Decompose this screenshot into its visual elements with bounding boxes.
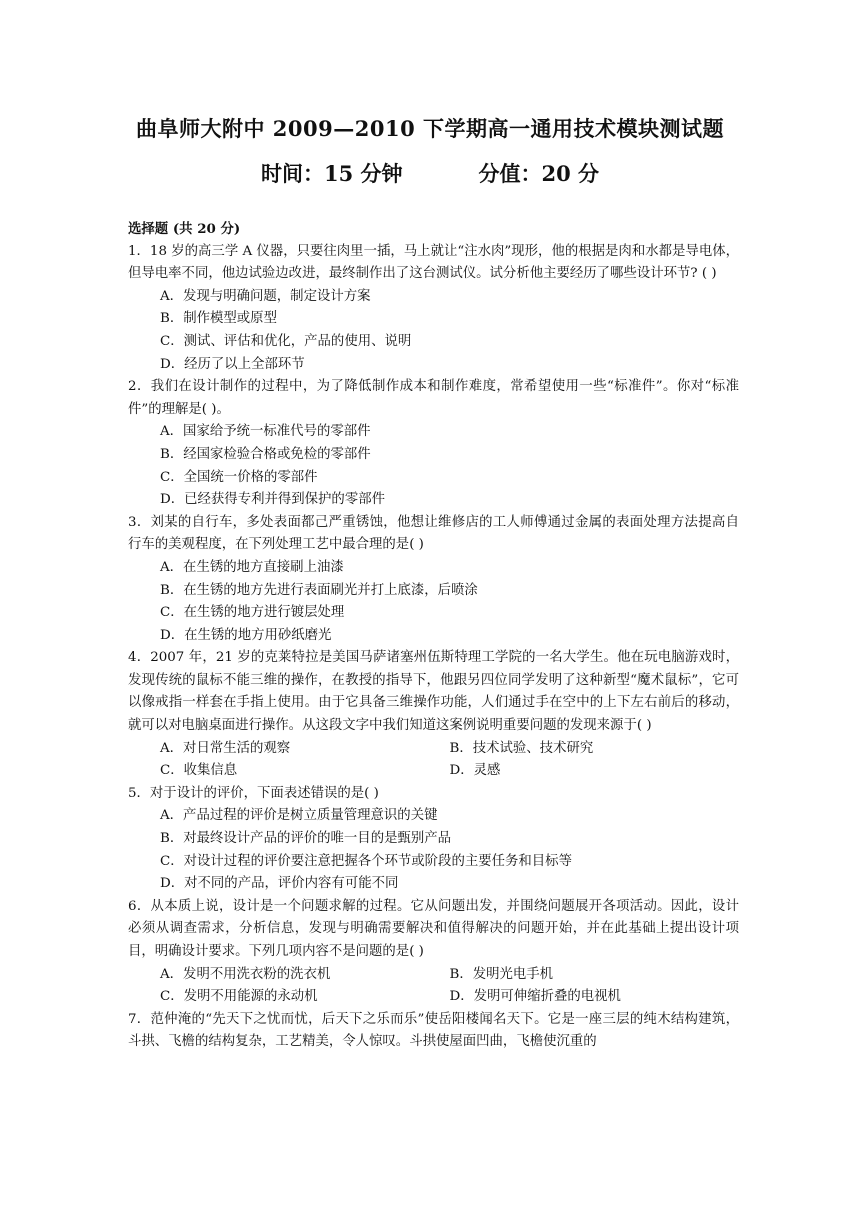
- option: D．已经获得专利并得到保护的零部件: [160, 492, 385, 508]
- question-stem: 6．从本质上说，设计是一个问题求解的过程。它从问题出发，并围绕问题展开各项活动。因此，设计必须从调查需求，分析信息，发现与明确需要解决和值得解决的问题开始，并在此基础上提出设计项目，明确设计要求。下列几项内容不是问题的是( ): [128, 898, 739, 959]
- option: A．国家给予统一标准代号的零部件: [160, 424, 371, 440]
- option: C．测试、评估和优化，产品的使用、说明: [160, 333, 412, 349]
- option-row: [128, 964, 739, 987]
- option: B．发明光电手机: [449, 966, 554, 982]
- option: C．对设计过程的评价要注意把握各个环节或阶段的主要任务和目标等: [160, 853, 572, 869]
- option: B．制作模型或原型: [160, 311, 277, 327]
- exam-title: 曲阜师大附中 2009—2010 下学期高一通用技术模块测试题: [135, 116, 724, 141]
- option: D．发明可伸缩折叠的电视机: [449, 989, 621, 1005]
- option: B．技术试验、技术研究: [449, 740, 594, 756]
- option: B．在生锈的地方先进行表面刷光并打上底漆，后喷涂: [160, 582, 478, 598]
- question-stem: 4．2007 年，21 岁的克莱特拉是美国马萨诸塞州伍斯特理工学院的一名大学生。他在玩电脑游戏时，发现传统的鼠标不能三维的操作，在教授的指导下，他跟另四位同学发明了这种新型“魔术鼠标”，它可以像戒指一样套在手指上使用。由于它具备三维操作功能，人们通过手在空中的上下左右前后的移动，就可以对电脑桌面进行操作。从这段文字中我们知道这案例说明重要问题的发现来源于( ): [128, 650, 739, 734]
- option: D．灵感: [449, 763, 501, 779]
- exam-content: [128, 218, 739, 1054]
- question-stem: 1．18 岁的高三学 A 仪器，只要往肉里一插，马上就让“注水肉”现形，他的根据是肉和水都是导电体，但导电率不同，他边试验边改进，最终制作出了这台测试仪。试分析他主要经历了哪些设计环节? ( ): [128, 243, 739, 282]
- question-stem: 2．我们在设计制作的过程中，为了降低制作成本和制作难度，常希望使用一些“标准件”。你对“标准件”的理解是( )。: [128, 379, 739, 417]
- option: A．产品过程的评价是树立质量管理意识的关键: [160, 808, 438, 824]
- option: A．发现与明确问题，制定设计方案: [160, 288, 371, 304]
- question-stem: 5．对于设计的评价，下面表述错误的是( ): [128, 785, 379, 801]
- option: A．发明不用洗衣粉的洗衣机: [160, 966, 331, 982]
- option-row: [128, 760, 739, 783]
- option: A．在生锈的地方直接刷上油漆: [160, 559, 344, 575]
- question-stem: 7．范仲淹的“先天下之忧而忧，后天下之乐而乐”使岳阳楼闻名天下。它是一座三层的纯木结构建筑，斗拱、飞檐的结构复杂，工艺精美，令人惊叹。斗拱使屋面凹曲，飞檐使沉重的: [128, 1011, 739, 1050]
- option-row: [128, 986, 739, 1009]
- option: B．对最终设计产品的评价的唯一目的是甄别产品: [160, 831, 452, 847]
- option: C．收集信息: [160, 763, 238, 779]
- exam-time: 时间：15 分钟: [260, 161, 403, 186]
- option: A．对日常生活的观察: [160, 740, 291, 756]
- option: C．全国统一价格的零部件: [160, 469, 318, 485]
- exam-score: 分值：20 分: [478, 161, 600, 186]
- exam-subtitle: [0, 158, 860, 188]
- question-stem: 3．刘某的自行车，多处表面都己严重锈蚀，他想让维修店的工人师傅通过金属的表面处理方法提高自行车的美观程度，在下列处理工艺中最合理的是( ): [128, 514, 739, 553]
- option: B．经国家检验合格或免检的零部件: [160, 446, 371, 462]
- option-row: [128, 738, 739, 761]
- option: D．在生锈的地方用砂纸磨光: [160, 627, 332, 643]
- option: D．对不同的产品，评价内容有可能不同: [160, 876, 399, 892]
- option: C．发明不用能源的永动机: [160, 989, 318, 1005]
- option: C．在生锈的地方进行镀层处理: [160, 605, 345, 621]
- option: D．经历了以上全部环节: [160, 356, 305, 372]
- section-heading: 选择题 (共 20 分): [128, 221, 241, 237]
